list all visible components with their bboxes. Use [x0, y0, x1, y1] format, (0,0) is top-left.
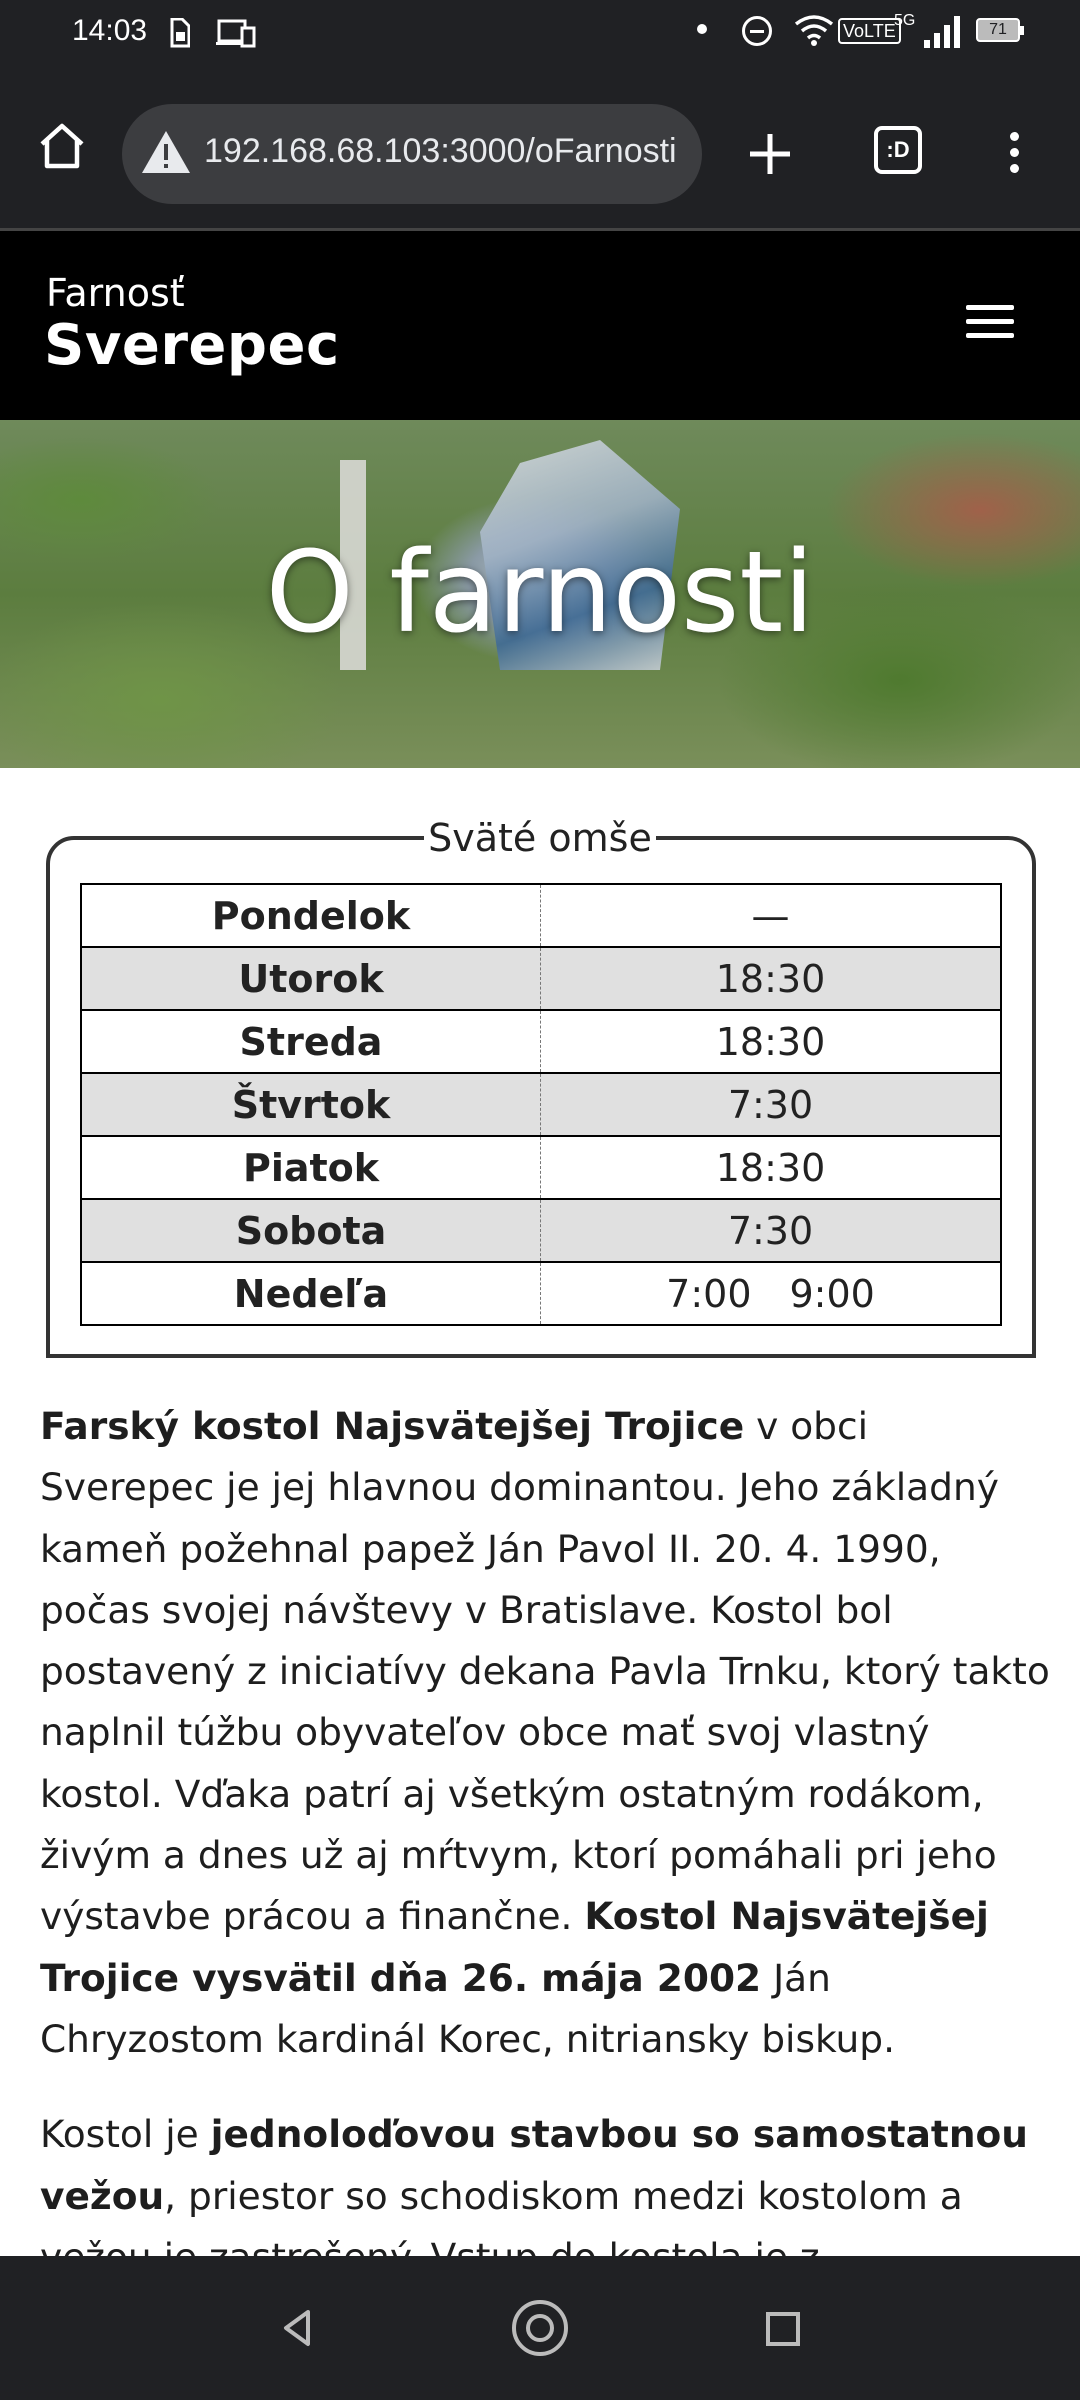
table-row — [81, 947, 1001, 1010]
table-row — [81, 884, 1001, 947]
time-cell: 18:30 — [541, 1136, 1002, 1199]
day-cell: Štvrtok — [81, 1073, 541, 1136]
hero-banner — [0, 420, 1080, 768]
time-value-2: 9:00 — [789, 1271, 875, 1316]
browser-toolbar — [0, 68, 1080, 228]
paragraph-text: , priestor so schodiskom medzi kostolom a — [164, 2173, 963, 2218]
mass-schedule-table — [80, 883, 1002, 1326]
brand-subtitle[interactable]: Farnosť — [46, 271, 185, 315]
day-cell: Nedeľa — [81, 1262, 541, 1325]
time-cell: 18:30 — [541, 947, 1002, 1010]
address-bar[interactable] — [122, 104, 702, 204]
sim-card-icon — [168, 18, 190, 48]
back-icon[interactable] — [276, 2306, 320, 2350]
table-row — [81, 1136, 1001, 1199]
site-header — [0, 228, 1080, 420]
table-row — [81, 1010, 1001, 1073]
home-nav-icon[interactable] — [512, 2300, 568, 2356]
volte-badge: VoLTE — [838, 18, 901, 44]
time-cell: 7:30 — [541, 1199, 1002, 1262]
time-cell — [541, 1262, 1002, 1325]
day-cell: Utorok — [81, 947, 541, 1010]
new-tab-icon[interactable] — [746, 130, 794, 178]
system-nav-bar — [0, 2256, 1080, 2400]
day-cell: Sobota — [81, 1199, 541, 1262]
hamburger-menu-icon[interactable] — [966, 305, 1014, 341]
do-not-disturb-icon — [742, 16, 772, 46]
url-text[interactable]: 192.168.68.103:3000/oFarnosti — [204, 132, 677, 170]
table-row — [81, 1199, 1001, 1262]
status-time: 14:03 — [72, 14, 148, 47]
table-row — [81, 1073, 1001, 1136]
wifi-icon — [794, 14, 834, 46]
status-bar — [0, 0, 1080, 68]
day-cell: Pondelok — [81, 884, 541, 947]
time-cell: — — [541, 884, 1002, 947]
page-title: O farnosti — [265, 528, 815, 658]
time-cell: 18:30 — [541, 1010, 1002, 1073]
bold-text: jednoloďovou stavbou so samostatnou vežou — [40, 2112, 1028, 2218]
bold-text: Farský kostol Najsvätejšej Trojice — [40, 1404, 745, 1448]
notification-dot — [697, 24, 707, 34]
brand-title[interactable]: Sverepec — [44, 313, 340, 378]
tab-switcher-button[interactable]: :D — [874, 126, 922, 174]
warning-icon[interactable] — [140, 128, 192, 176]
bold-text: Kostol Najsvätejšej Trojice vysvätil dňa 26. mája 2002 — [40, 1894, 989, 2000]
browser-menu-icon[interactable] — [1006, 132, 1022, 180]
day-cell: Streda — [81, 1010, 541, 1073]
article-paragraph — [40, 1396, 1050, 2070]
mass-schedule-legend: Sväté omše — [0, 816, 1080, 860]
table-row — [81, 1262, 1001, 1325]
signal-icon — [924, 14, 962, 48]
devices-icon — [216, 18, 258, 48]
paragraph-text: v obci Sverepec je jej hlavnou dominantou. Jeho základný kameň požehnal papež Ján Pavol II. 20. 4. 1990, počas svojej návštevy v Bratislave. Kostol bol postavený z iniciatívy dekana Pavla Trnku, ktorý takto naplnil túžbu obyvateľov obce mať svoj vlastný kostol. Vďaka patrí aj všetkým ostatným rodákom, živým a dnes už aj mŕtvym, ktorí pomáhali pri jeho výstavbe prácou a finančne. — [40, 1404, 1050, 1939]
network-generation: 5G — [894, 12, 916, 29]
article-body — [40, 1396, 1050, 2322]
day-cell: Piatok — [81, 1136, 541, 1199]
paragraph-text: Kostol je — [40, 2112, 211, 2157]
time-cell: 7:30 — [541, 1073, 1002, 1136]
battery-icon: 71 — [976, 18, 1020, 42]
paragraph-text: Ján Chryzostom kardinál Korec, nitriansky biskup. — [40, 1955, 896, 2061]
time-value: 7:00 — [666, 1271, 752, 1316]
recent-apps-icon[interactable] — [766, 2312, 800, 2346]
home-icon[interactable] — [36, 120, 88, 172]
